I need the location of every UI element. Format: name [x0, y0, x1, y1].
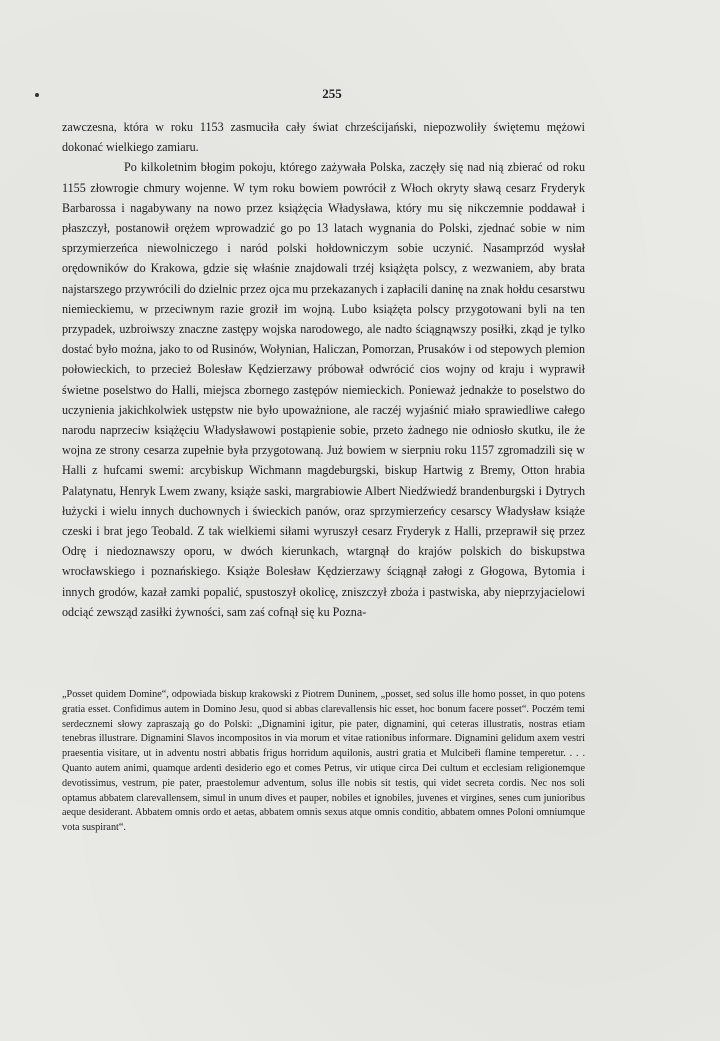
- page-number: 255: [322, 86, 342, 101]
- main-text: [62, 117, 585, 622]
- footnote: „Posset quidem Domine“, odpowiada biskup krakowski z Piotrem Duninem, „posset, sed solus ille homo posset, in quo potens gratia esset. Confidimus autem in Domino Jesu, quod si abbas clarevallensis hic esset, hoc bonum facere posset“. Poczém temi serdecznemi słowy zapraszają go do Polski: „Dignamini igitur, pie pater, dignamini, qui ceteras illustratis, nostras etiam tenebras illustrare. Dignamini Slavos incompositos in via morum et vitae rationibus informare. Dignamini gelidum axem vestri praesentia visitare, ut in adventu nostri abbatis frigus horridum aquilonis, austri gratia et Mulcibeři flamine temperetur. . . . Quanto autem animi, quamque ardenti desiderio ego et comes Petrus, vir utique circa Dei cultum et ecclesiam religionemque devotissimus, vestrum, pie pater, praestolemur adventum, solus ille nobis sit testis, qui videt secreta cordis. Nec nos soli optamus abbatem clarevallensem, simul in unum dives et pauper, nobiles et ignobiles, juvenes et virgines, senes cum junioribus aeque desiderant. Abbatem omnis ordo et aetas, abbatem omnis sexus atque omnis conditio, abbatem omnes Poloni omniumque vota suspirant“.: [62, 689, 585, 834]
- page-mark: [35, 93, 39, 97]
- paragraph-2: Po kilkoletnim błogim pokoju, którego zażywała Polska, zaczęły się nad nią zbierać od roku 1155 złowrogie chmury wojenne. W tym roku bowiem powrócił z Włoch okryty sławą cesarz Fryderyk Barbarossa i nagabywany na nowo przez książęcia Władysława, który mu się nikczemnie poddawał i płaszczył, postanowił orężem wprowadzić go po 13 latach wygnania do Polski, zjednać sobie w nim sprzymierzeńca niewolniczego i naród polski hołdowniczym sobie uczynić. Nasamprzód wysłał orędowników do Krakowa, gdzie się właśnie znajdowali trzéj książęta polscy, z wezwaniem, aby brata najstarszego przywrócili do dzielnic przez ojca mu przekazanych i zapłacili daninę na znak hołdu cesarstwu niemieckiemu, w przeciwnym razie groził im wojną. Lubo książęta polscy przygotowani byli na ten przypadek, uzbroiwszy znaczne zastępy wojska narodowego, ale nadto ściągnąwszy posiłki, zkąd je tylko dostać było można, jako to od Rusinów, Wołynian, Haliczan, Pomorzan, Prusaków i od stepowych plemion połowieckich, to przecież Bolesław Kędzierzawy próbował odwrócić cios wojny od kraju i wyprawił świetne poselstwo do Halli, miejsca zbornego zastępów niemieckich. Ponieważ jednakże to poselstwo do uczynienia jakichkolwiek ustępstw nie było upoważnione, ale raczéj wyjaśnić miało sprawiedliwe całego narodu naprzeciw książęciu Władysławowi postąpienie sobie, przeto żadnego nie odniosło skutku, ile że wojna ze strony cesarza zupełnie była przygotowaną. Już bowiem w sierpniu roku 1157 zgromadzili się w Halli z hufcami swemi: arcybiskup Wichmann magdeburgski, biskup Hartwig z Bremy, Otton hrabia Palatynatu, Henryk Lwem zwany, książe saski, margrabiowie Albert Niedźwiedź brandenburgski i Dytrych łużycki i wielu innych duchownych i świeckich panów, oraz sprzymierzeńcy cesarscy Władysław książe czeski i brat jego Teobald. Z tak wielkiemi siłami wyruszył cesarz Fryderyk z Halli, przeprawił się przez Odrę i niedoznawszy oporu, w dwóch kierunkach, wtargnął do krajów polskich do biskupstwa wrocławskiego i poznańskiego. Książe Bolesław Kędzierzawy ściągnął załogi z Głogowa, Bytomia i innych grodów, kazał zamki popalić, spustoszył okolicę, zniszczył zboża i pastwiska, aby nieprzyjacielowi odciąć zewsząd zasiłki żywności, sam zaś cofnął się ku Pozna-: [62, 160, 585, 619]
- paragraph-1: zawczesna, która w roku 1153 zasmuciła cały świat chrześcijański, niepozwoliły świętemu mężowi dokonać wielkiego zamiaru.: [62, 120, 585, 155]
